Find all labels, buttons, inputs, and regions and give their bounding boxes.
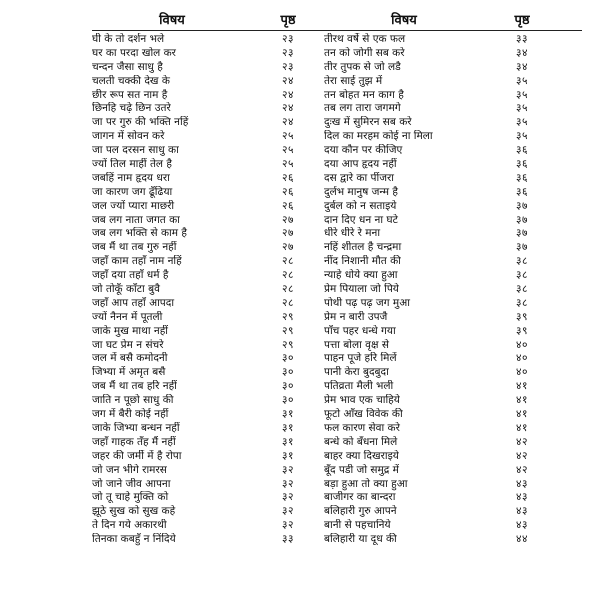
left-subject: चलती चक्की देख के [92,74,170,87]
right-page-number: ४१ [516,394,528,407]
left-subject: जो तोकूँ काँटा बुवै [92,283,160,296]
right-subject: बलिहारी गुरु आपने [324,505,397,518]
left-page-number: ३२ [282,505,294,518]
right-page-number: ४२ [516,435,528,448]
right-page-number: ३८ [516,255,528,268]
left-page-number: ३१ [282,421,294,434]
index-row [92,116,582,130]
right-subject: दया कौन पर कीजिए [324,144,403,157]
index-row [92,533,582,547]
right-subject: पतिव्रता मैली भली [324,380,394,393]
left-page-number: २८ [282,296,294,309]
index-row [92,75,582,89]
right-subject: पाहन पूजे हरि मिलें [324,352,397,365]
index-row [92,325,582,339]
left-subject: जो जन भीगे रामरस [92,463,167,476]
index-row [92,144,582,158]
left-page-number: ३२ [282,477,294,490]
right-page-number: ३६ [516,185,528,198]
left-subject: तिनका कबहुँ न निंदिये [92,533,176,546]
right-subject: फल कारण सेवा करे [324,421,400,434]
right-subject: प्रेम न बारी उपजै [324,310,388,323]
left-page-number: २३ [282,46,294,59]
right-page-number: ४३ [516,505,528,518]
left-page-number: ३१ [282,408,294,421]
left-page-number: ३१ [282,435,294,448]
right-subject: तीरथ वर्षे से एक फल [324,33,406,45]
left-page-number: ३२ [282,463,294,476]
index-row [92,297,582,311]
right-subject: बलिहारी या दूध की [324,533,397,546]
left-subject: जहाँ काम तहाँ नाम नहिं [92,255,182,268]
right-subject: दुर्लभ मानुष जन्म है [324,185,398,198]
index-row [92,436,582,450]
right-page-number: ३६ [516,158,528,171]
index-row [92,47,582,61]
left-page-number: २८ [282,269,294,282]
right-page-number: ३३ [516,33,528,45]
index-row [92,186,582,200]
left-subject: जब मैं था तब गुरु नहीं [92,241,177,254]
right-page-number: ३९ [516,310,528,323]
right-subject: तब लग तारा जगमगे [324,102,401,115]
right-page-number: ३८ [516,283,528,296]
right-page-number: ३५ [516,130,528,143]
left-page-number: २४ [282,116,294,129]
right-subject: पाँच पहर धन्धे गया [324,324,396,337]
right-page-number: ३७ [516,213,528,226]
left-page-number: ३० [282,352,294,365]
index-row [92,102,582,116]
left-subject: जा पर गुरु की भक्ति नहिं [92,116,189,129]
table-header [92,8,582,31]
index-row [92,464,582,478]
index-row [92,269,582,283]
left-subject: जब लग भक्ति से काम है [92,227,187,240]
right-subject: पोथी पढ़ पढ़ जग मुआ [324,296,410,309]
left-subject: जो तू चाहे मुक्ति को [92,491,169,504]
right-subject: फूटो आँख विवेक की [324,408,403,421]
right-subject: बानी से पहचानिये [324,519,391,532]
left-subject: जग में बैरी कोई नहीं [92,408,169,421]
left-subject: घर का परदा खोल कर [92,46,176,59]
right-page-number: ३४ [516,60,528,73]
right-page-number: ४१ [516,421,528,434]
left-subject: जहर की जर्मी में है रोपा [92,449,182,462]
left-page-number: ३२ [282,519,294,532]
right-subject: बाहर क्या दिखराइये [324,449,399,462]
left-subject: जिभ्या में अमृत बसै [92,366,166,379]
right-page-number: ४० [516,366,528,379]
left-page-number: २५ [282,144,294,157]
right-page-number: ४१ [516,408,528,421]
right-page-number: ४० [516,352,528,365]
right-subject: दस द्वारे का पींजरा [324,171,395,184]
index-row [92,255,582,269]
right-subject: बाजीगर का बान्दरा [324,491,396,504]
right-subject: न्याहे धोये क्या हुआ [324,269,398,282]
index-row [92,214,582,228]
index-row [92,339,582,353]
right-subject: प्रेम पियाला जो पिये [324,283,399,296]
left-subject: जबहिं नाम हृदय धरा [92,171,170,184]
left-page-number: ३० [282,366,294,379]
index-row [92,519,582,533]
left-subject: जागन में सोवन करे [92,130,165,143]
index-row [92,172,582,186]
left-page-number: २८ [282,255,294,268]
left-page-number: २६ [282,199,294,212]
right-subject: दया आप हृदय नहीं [324,158,397,171]
left-page-number: २३ [282,33,294,45]
right-page-number: ३५ [516,74,528,87]
right-subject: पत्ता बोला वृक्ष से [324,338,389,351]
right-page-number: ३५ [516,116,528,129]
right-subject: दान दिए धन ना घटे [324,213,398,226]
index-row [92,33,582,47]
left-subject: जा कारण जग ढूँढिया [92,185,173,198]
index-row [92,352,582,366]
index-row [92,241,582,255]
index-row [92,450,582,464]
index-row [92,505,582,519]
right-page-number: ३७ [516,199,528,212]
right-subject: दुर्बल को न सताइये [324,199,397,212]
right-page-number: ३५ [516,88,528,101]
left-page-number: २८ [282,283,294,296]
left-subject: छिनहि चढ़े छिन उतरे [92,102,171,115]
left-page-number: ३२ [282,491,294,504]
left-subject-heading: विषय [159,13,185,28]
right-subject: बड़ा हुआ तो क्या हुआ [324,477,408,490]
right-page-number: ४१ [516,380,528,393]
right-page-number: ४२ [516,449,528,462]
index-row [92,158,582,172]
index-row [92,491,582,505]
right-subject: तेरा साई तुझ में [324,74,383,87]
index-row [92,200,582,214]
left-subject: जाके मुख माथा नहीं [92,324,169,337]
left-subject: जब मैं था तब हरि नहीं [92,380,177,393]
left-page-number: २९ [282,338,294,351]
right-subject: दुःख में सुमिरन सब करे [324,116,412,129]
left-page-number: २४ [282,88,294,101]
right-subject: धीरे धीरे रे मना [324,227,381,240]
left-subject: झूठे सुख को सुख कहे [92,505,176,518]
right-page-number: ३८ [516,296,528,309]
right-page-number: ३८ [516,269,528,282]
left-subject: ज्यों तिल माहीं तेल है [92,158,172,171]
left-page-number: २७ [282,241,294,254]
right-page-number: ३५ [516,102,528,115]
left-subject: जहाँ दया तहाँ धर्म है [92,269,169,282]
left-subject: जा पल दरसन साधु का [92,144,179,157]
left-page-number: २७ [282,227,294,240]
index-entries [92,33,582,547]
left-subject: जहाँ गाहक तँह मैं नहीं [92,435,176,448]
left-page-number: २६ [282,171,294,184]
left-subject: घी के तो दर्शन भले [92,33,165,45]
right-subject: तन बोहत मन काग है [324,88,404,101]
left-subject: जब लग नाता जगत का [92,213,180,226]
right-page-number: ४३ [516,519,528,532]
left-page-number: २४ [282,74,294,87]
index-row [92,366,582,380]
left-page-number: २७ [282,213,294,226]
right-page-number: ३७ [516,227,528,240]
index-row [92,89,582,103]
right-subject: नहिं शीतल है चन्द्रमा [324,241,402,254]
left-page-number: २३ [282,60,294,73]
left-subject: जहाँ आप तहाँ आपदा [92,296,175,309]
right-subject: तीर तुपक से जो लडै [324,60,401,73]
left-page-number: २६ [282,185,294,198]
left-subject: जाके जिभ्या बन्धन नहीं [92,421,180,434]
left-page-number: २४ [282,102,294,115]
index-row [92,408,582,422]
left-page-number: ३३ [282,533,294,546]
left-subject: जल ज्यों प्यारा माछरी [92,199,175,212]
left-page-heading: पृष्ठ [280,13,296,28]
right-subject: नींद निशानी मौत की [324,255,401,268]
left-page-number: २९ [282,324,294,337]
right-page-number: ३६ [516,171,528,184]
right-page-number: ४३ [516,477,528,490]
left-subject: जल में बसै कमोदनी [92,352,168,365]
right-page-number: ३६ [516,144,528,157]
left-subject: ते दिन गये अकारथी [92,519,167,532]
left-subject: छीर रूप सत नाम है [92,88,168,101]
right-page-number: ४० [516,338,528,351]
left-page-number: २९ [282,310,294,323]
right-subject: बूँद पडी जो समुद्र में [324,463,399,476]
left-subject: चन्दन जैसा साधु है [92,60,163,73]
left-subject: जो जाने जीव आपना [92,477,171,490]
left-subject: ज्यों नैनन में पूतली [92,310,163,323]
index-row [92,478,582,492]
right-page-number: ४३ [516,491,528,504]
right-subject: पानी केरा बुदबुदा [324,366,389,379]
right-page-number: ४२ [516,463,528,476]
right-subject: तन को जोगी सब करे [324,46,405,59]
index-row [92,61,582,75]
index-row [92,283,582,297]
index-row [92,422,582,436]
right-subject-heading: विषय [391,13,417,28]
right-page-number: ३७ [516,241,528,254]
right-subject: दिल का मरहम कोई ना मिला [324,130,433,143]
left-page-number: २५ [282,130,294,143]
right-subject: बन्धे को बँधना मिले [324,435,398,448]
right-page-number: ३९ [516,324,528,337]
index-row [92,380,582,394]
left-page-number: ३० [282,394,294,407]
left-page-number: ३० [282,380,294,393]
left-subject: जा घट प्रेम न संचरे [92,338,164,351]
index-row [92,130,582,144]
right-page-number: ३४ [516,46,528,59]
index-row [92,227,582,241]
index-row [92,394,582,408]
right-subject: प्रेम भाव एक चाहिये [324,394,400,407]
left-page-number: ३१ [282,449,294,462]
right-page-number: ४४ [516,533,528,546]
left-subject: जाति न पूछो साधु की [92,394,174,407]
index-row [92,311,582,325]
left-page-number: २५ [282,158,294,171]
right-page-heading: पृष्ठ [514,13,530,28]
